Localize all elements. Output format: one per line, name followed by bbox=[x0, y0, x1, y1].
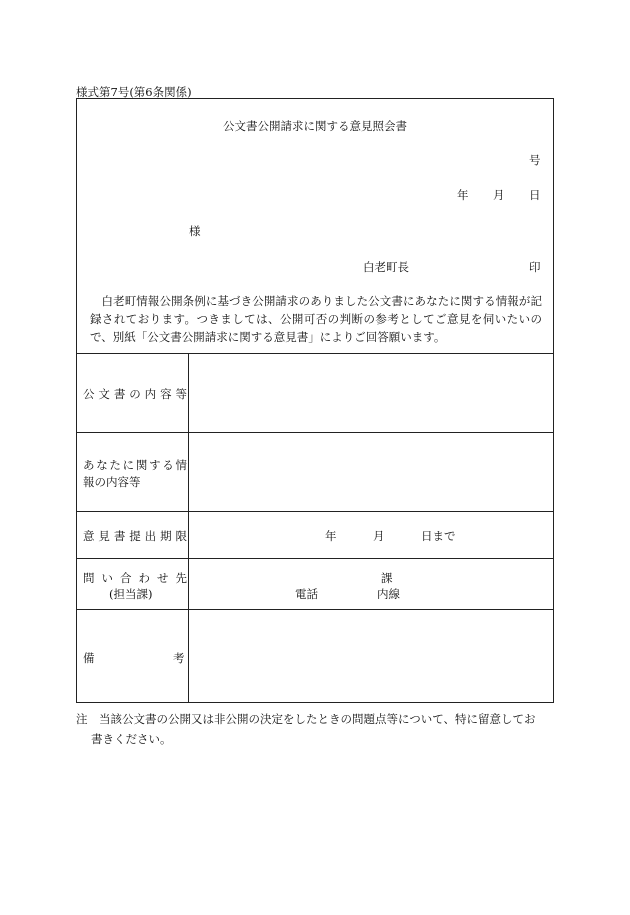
contact-phone-label: 電話 bbox=[295, 587, 318, 601]
form-frame bbox=[76, 98, 554, 703]
footnote-line1: 注 当該公文書の公開又は非公開の決定をしたときの問題点等について、特に留意してお bbox=[76, 712, 536, 726]
row-label-remarks-first: 備 bbox=[83, 651, 95, 665]
row-label-remarks-last: 考 bbox=[173, 651, 185, 665]
row-label-contact: 問い合わせ先 bbox=[83, 571, 187, 585]
row-label-personal-info-line1: あなたに関する情 bbox=[83, 458, 187, 472]
document-number-label: 号 bbox=[529, 153, 541, 167]
addressee-suffix: 様 bbox=[189, 224, 201, 238]
row-divider bbox=[77, 558, 553, 559]
footnote-line2: 書きください。 bbox=[91, 732, 172, 746]
date-year-label: 年 bbox=[457, 188, 469, 202]
document-content-field[interactable] bbox=[189, 354, 553, 431]
date-month-label: 月 bbox=[493, 188, 505, 202]
row-divider bbox=[77, 511, 553, 512]
date-day-label: 日 bbox=[529, 188, 541, 202]
row-label-document-content: 公文書の内容等 bbox=[83, 387, 187, 401]
personal-info-field[interactable] bbox=[189, 433, 553, 510]
row-label-contact-sub: (担当課) bbox=[109, 587, 153, 601]
remarks-field[interactable] bbox=[189, 610, 553, 702]
row-label-personal-info-line2: 報の内容等 bbox=[83, 475, 141, 489]
deadline-year-label: 年 bbox=[325, 529, 337, 543]
deadline-month-label: 月 bbox=[373, 529, 385, 543]
seal-mark: 印 bbox=[529, 260, 541, 274]
contact-section-label: 課 bbox=[381, 571, 393, 585]
document-title: 公文書公開請求に関する意見照会書 bbox=[223, 119, 407, 133]
deadline-day-label: 日まで bbox=[421, 529, 456, 543]
row-label-deadline: 意見書提出期限 bbox=[83, 529, 187, 543]
request-body-text: 白老町情報公開条例に基づき公開請求のありました公文書にあなたに関する情報が記録されております。つきましては、公開可否の判断の参考としてご意見を伺いたいので、別紙「公文書公開請求に関する意見書」によりご回答願います。 bbox=[90, 294, 542, 344]
sender-name: 白老町長 bbox=[363, 260, 409, 274]
form-number-label: 様式第7号(第6条関係) bbox=[76, 85, 192, 99]
contact-extension-label: 内線 bbox=[377, 587, 400, 601]
